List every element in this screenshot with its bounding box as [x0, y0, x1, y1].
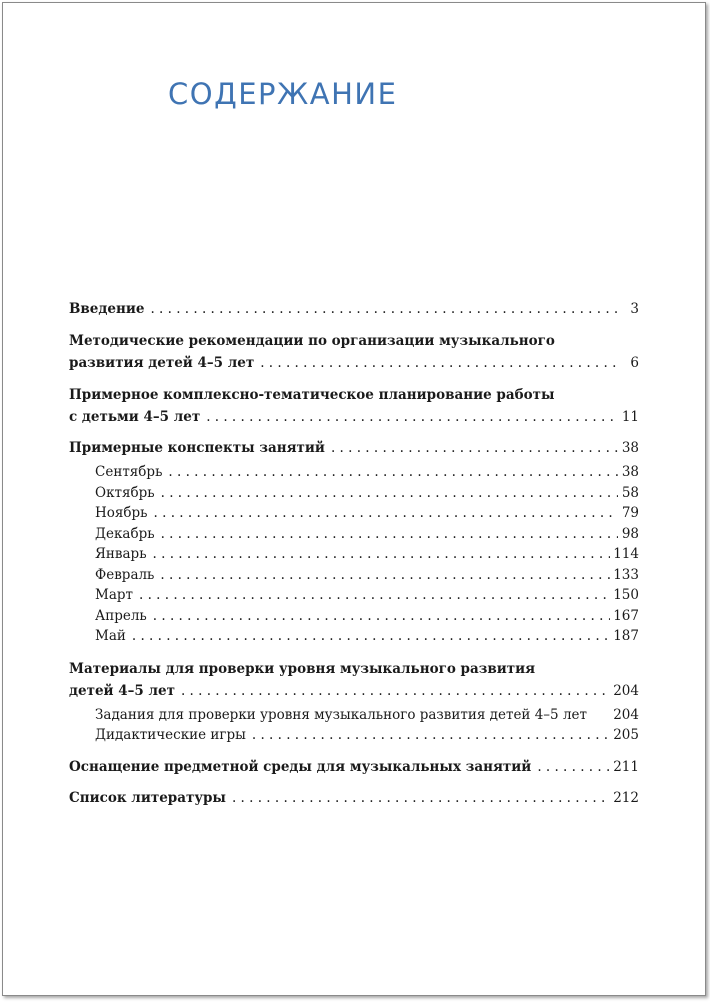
toc-subentry-title: Январь [95, 546, 147, 562]
dot-leader [153, 606, 610, 627]
toc-entry-title-line2: с детьми 4–5 лет [69, 409, 201, 425]
toc-subentry-title: Задания для проверки уровня музыкального развития детей 4–5 лет [95, 706, 587, 723]
page [2, 2, 706, 996]
dot-leader [537, 757, 610, 777]
toc-subentry-title: Апрель [95, 607, 147, 624]
toc-page-number: 187 [613, 628, 639, 644]
page-title: СОДЕРЖАНИЕ [168, 77, 398, 111]
toc-subentry-title: Сентябрь [95, 464, 163, 480]
toc-subentry-february[interactable] [95, 565, 639, 586]
toc-page-number: 11 [621, 409, 639, 425]
toc-page-number: 98 [621, 525, 639, 542]
toc-subentry-march[interactable] [95, 585, 639, 606]
toc-subentry-november[interactable] [95, 503, 639, 524]
toc-subentry-title: Октябрь [95, 484, 155, 501]
toc-entry-title-line2: детей 4–5 лет [69, 682, 175, 699]
toc-subentry-games[interactable] [95, 725, 639, 746]
toc-entry-title-line1: Материалы для проверки уровня музыкального развития [69, 660, 536, 677]
toc-subentry-title: Март [95, 587, 133, 603]
dot-leader [161, 524, 618, 545]
dot-leader [132, 626, 610, 647]
toc-entry-planning[interactable] [69, 384, 639, 427]
toc-page-number: 204 [613, 682, 639, 699]
dot-leader [139, 585, 610, 606]
toc-page-number: 38 [621, 440, 639, 456]
dot-leader [252, 725, 610, 746]
toc-entry-title: Введение [69, 301, 145, 317]
toc-subentry-tasks[interactable] [95, 705, 639, 726]
toc-page-number: 211 [613, 758, 639, 775]
toc-subentry-title: Декабрь [95, 525, 155, 542]
toc-entry-materials[interactable] [69, 658, 639, 701]
toc-entry-methodic[interactable] [69, 330, 639, 373]
toc-entry-literature[interactable] [69, 788, 639, 808]
toc-page-number: 204 [613, 706, 639, 723]
toc-subentry-december[interactable] [95, 524, 639, 545]
toc-subentry-title: Ноябрь [95, 505, 148, 521]
toc-entry-title: Оснащение предметной среды для музыкальных занятий [69, 758, 532, 775]
toc-page-number: 6 [630, 355, 639, 371]
dot-leader [260, 353, 618, 373]
dot-leader [154, 503, 618, 524]
dot-leader [160, 565, 610, 586]
toc-page-number: 58 [621, 484, 639, 501]
dot-leader [206, 407, 618, 427]
toc-entry-title: Примерные конспекты занятий [69, 440, 325, 456]
toc-subentry-april[interactable] [95, 606, 639, 627]
table-of-contents [69, 299, 639, 808]
toc-page-number: 167 [613, 607, 639, 624]
toc-entry-title: Список литературы [69, 789, 226, 806]
toc-subentry-may[interactable] [95, 626, 639, 647]
toc-page-number: 114 [613, 546, 639, 562]
toc-page-number: 38 [621, 464, 639, 480]
toc-page-number: 150 [613, 587, 639, 603]
toc-entry-equipment[interactable] [69, 757, 639, 777]
toc-sublist-months [95, 462, 639, 647]
toc-page-number: 212 [613, 789, 639, 806]
toc-subentry-title: Февраль [95, 566, 155, 583]
dot-leader [161, 483, 618, 504]
dot-leader [153, 544, 611, 565]
toc-subentry-title: Дидактические игры [95, 727, 246, 743]
toc-page-number: 3 [630, 301, 639, 317]
dot-leader [181, 681, 610, 701]
toc-entry-title-line2: развития детей 4–5 лет [69, 355, 255, 371]
toc-page-number: 205 [613, 727, 639, 743]
toc-page-number: 133 [613, 566, 639, 583]
toc-entry-lessons[interactable] [69, 438, 639, 458]
dot-leader [168, 462, 618, 483]
toc-entry-intro[interactable] [69, 299, 639, 319]
toc-page-number: 79 [621, 505, 639, 521]
toc-subentry-october[interactable] [95, 483, 639, 504]
toc-sublist-materials [95, 705, 639, 746]
dot-leader [331, 438, 618, 458]
dot-leader [232, 788, 610, 808]
toc-subentry-january[interactable] [95, 544, 639, 565]
toc-subentry-title: Май [95, 628, 126, 644]
toc-entry-title-line1: Методические рекомендации по организации музыкального [69, 333, 555, 349]
dot-leader [150, 299, 618, 319]
toc-subentry-september[interactable] [95, 462, 639, 483]
toc-entry-title-line1: Примерное комплексно-тематическое планирование работы [69, 387, 555, 403]
